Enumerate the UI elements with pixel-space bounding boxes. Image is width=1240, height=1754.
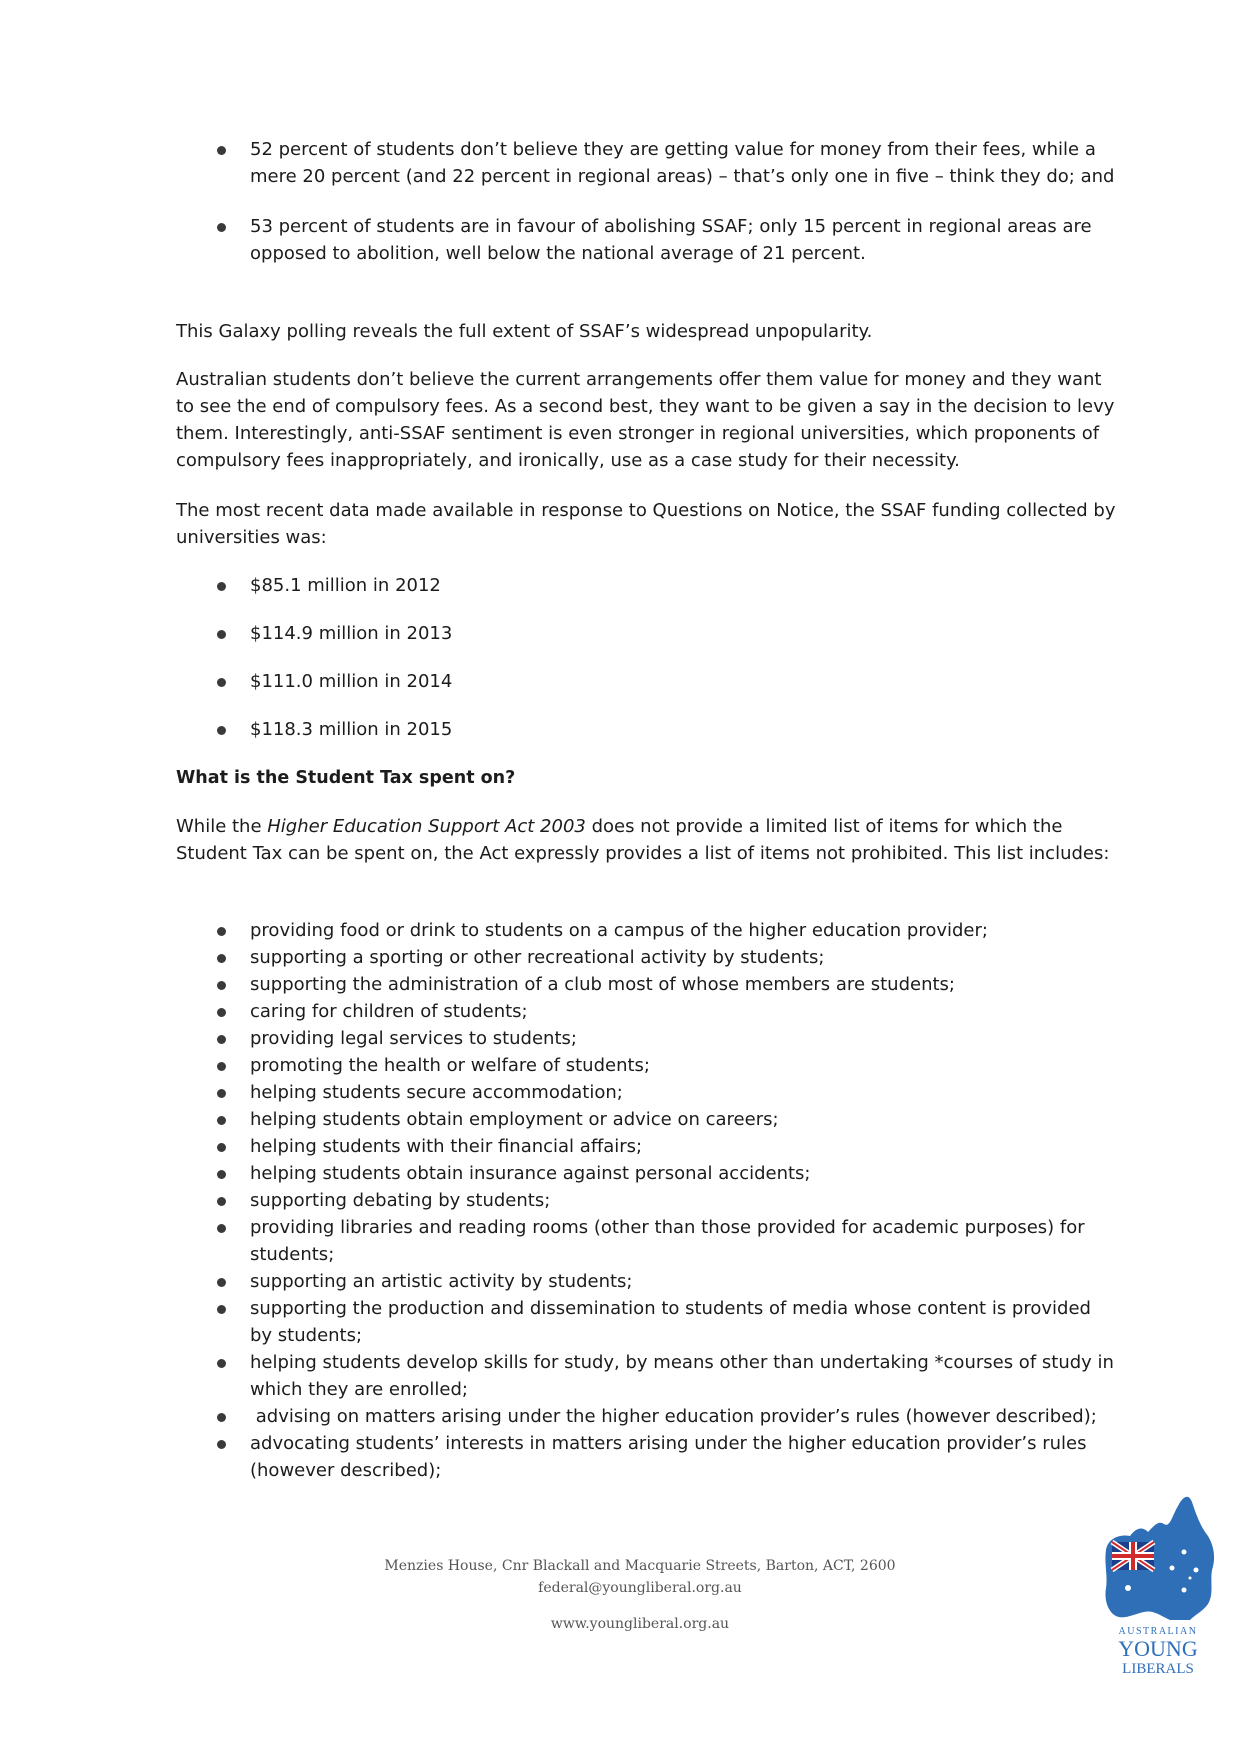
- bullet-icon: [217, 1305, 226, 1314]
- bullet-icon: [217, 981, 226, 990]
- list-item: [176, 1106, 1116, 1133]
- bullet-icon: [217, 1170, 226, 1179]
- list-item: [176, 1052, 1116, 1079]
- bullet-icon: [217, 146, 226, 155]
- bullet-text: advocating students’ interests in matters arising under the higher education provider’s rules (however described);: [250, 1433, 1087, 1481]
- list-item: [176, 620, 1116, 647]
- bullet-text: caring for children of students;: [250, 1001, 528, 1022]
- bullet-text: supporting a sporting or other recreational activity by students;: [250, 947, 825, 968]
- list-item: [176, 1349, 1116, 1403]
- items-bullet-list: [176, 917, 1116, 1484]
- bullet-text: promoting the health or welfare of students;: [250, 1055, 650, 1076]
- list-item: [176, 1430, 1116, 1484]
- paragraph-polling: This Galaxy polling reveals the full extent of SSAF’s widespread unpopularity.: [176, 321, 873, 342]
- list-item: [176, 1079, 1116, 1106]
- bullet-icon: [217, 1062, 226, 1071]
- list-item: [176, 1160, 1116, 1187]
- list-item: [176, 213, 1116, 267]
- list-item: [176, 136, 1116, 190]
- bullet-text: helping students develop skills for study, by means other than undertaking *courses of study in which they are enrolled;: [250, 1352, 1114, 1400]
- bullet-text: providing legal services to students;: [250, 1028, 577, 1049]
- list-item: [176, 1214, 1116, 1268]
- footer-email: federal@youngliberal.org.au: [538, 1580, 742, 1596]
- bullet-icon: [217, 1089, 226, 1098]
- bullet-text: providing libraries and reading rooms (other than those provided for academic purposes) for students;: [250, 1217, 1085, 1265]
- bullet-icon: [217, 1116, 226, 1125]
- poll-bullet-list: [176, 136, 1116, 267]
- young-liberals-logo: [1098, 1490, 1218, 1680]
- list-item: [176, 917, 1116, 944]
- bullet-text: $118.3 million in 2015: [250, 719, 453, 740]
- list-item: [176, 944, 1116, 971]
- list-item: [176, 1403, 1116, 1430]
- bullet-icon: [217, 1035, 226, 1044]
- list-item: [176, 971, 1116, 998]
- list-item: [176, 716, 1116, 743]
- bullet-text: $85.1 million in 2012: [250, 575, 441, 596]
- bullet-icon: [217, 1278, 226, 1287]
- bullet-text: helping students obtain employment or advice on careers;: [250, 1109, 779, 1130]
- list-item: [176, 1133, 1116, 1160]
- bullet-text: helping students obtain insurance against personal accidents;: [250, 1163, 811, 1184]
- bullet-text: helping students secure accommodation;: [250, 1082, 623, 1103]
- bullet-icon: [217, 582, 226, 591]
- bullet-text: supporting the production and dissemination to students of media whose content is provided by students;: [250, 1298, 1091, 1346]
- bullet-text: supporting an artistic activity by students;: [250, 1271, 633, 1292]
- list-item: [176, 1295, 1116, 1349]
- list-item: [176, 1268, 1116, 1295]
- act-text-after: does not provide a limited list of items for which the Student Tax can be spent on, the Act expressly provides a list of items not prohibited. This list includes:: [176, 816, 1110, 864]
- paragraph-recent-data: The most recent data made available in response to Questions on Notice, the SSAF funding collected by universities was:: [176, 500, 1116, 548]
- bullet-icon: [217, 1197, 226, 1206]
- bullet-text: supporting the administration of a club most of whose members are students;: [250, 974, 955, 995]
- footer-address: Menzies House, Cnr Blackall and Macquarie Streets, Barton, ACT, 2600: [384, 1558, 896, 1574]
- bullet-icon: [217, 1008, 226, 1017]
- list-item: [176, 1025, 1116, 1052]
- bullet-text: $111.0 million in 2014: [250, 671, 453, 692]
- bullet-icon: [217, 1440, 226, 1449]
- bullet-icon: [217, 1224, 226, 1233]
- act-text-before: While the: [176, 816, 268, 837]
- bullet-icon: [217, 954, 226, 963]
- bullet-text: 53 percent of students are in favour of abolishing SSAF; only 15 percent in regional areas are opposed to abolition, well below the national average of 21 percent.: [250, 216, 1092, 264]
- list-item: [176, 572, 1116, 599]
- funding-bullet-list: [176, 572, 1116, 743]
- footer-website: www.youngliberal.org.au: [550, 1616, 730, 1632]
- bullet-icon: [217, 678, 226, 687]
- bullet-icon: [217, 630, 226, 639]
- logo-line-1: AUSTRALIAN: [1118, 1626, 1198, 1637]
- bullet-text: helping students with their financial affairs;: [250, 1136, 643, 1157]
- list-item: [176, 998, 1116, 1025]
- act-title: Higher Education Support Act 2003: [267, 816, 586, 837]
- paragraph-act: [176, 813, 1116, 867]
- paragraph-arrangements: Australian students don’t believe the current arrangements offer them value for money and they want to see the end of compulsory fees. As a second best, they want to be given a say in the decision to levy them. Interestingly, anti-SSAF sentiment is even stronger in regional universities, which proponents of compulsory fees inappropriately, and ironically, use as a case study for their necessity.: [176, 369, 1115, 471]
- bullet-text: $114.9 million in 2013: [250, 623, 453, 644]
- list-item: [176, 1187, 1116, 1214]
- bullet-text: supporting debating by students;: [250, 1190, 551, 1211]
- logo-line-3: LIBERALS: [1122, 1661, 1194, 1677]
- bullet-text: advising on matters arising under the higher education provider’s rules (however described);: [250, 1406, 1097, 1427]
- bullet-text: 52 percent of students don’t believe they are getting value for money from their fees, while a mere 20 percent (and 22 percent in regional areas) – that’s only one in five – think they do; and: [250, 139, 1115, 187]
- page-footer: [300, 1555, 980, 1635]
- logo-line-2: YOUNG: [1118, 1636, 1198, 1661]
- bullet-text: providing food or drink to students on a campus of the higher education provider;: [250, 920, 988, 941]
- bullet-icon: [217, 927, 226, 936]
- bullet-icon: [217, 726, 226, 735]
- list-item: [176, 668, 1116, 695]
- bullet-icon: [217, 1413, 226, 1422]
- bullet-icon: [217, 1359, 226, 1368]
- bullet-icon: [217, 223, 226, 232]
- section-heading: What is the Student Tax spent on?: [176, 768, 516, 788]
- bullet-icon: [217, 1143, 226, 1152]
